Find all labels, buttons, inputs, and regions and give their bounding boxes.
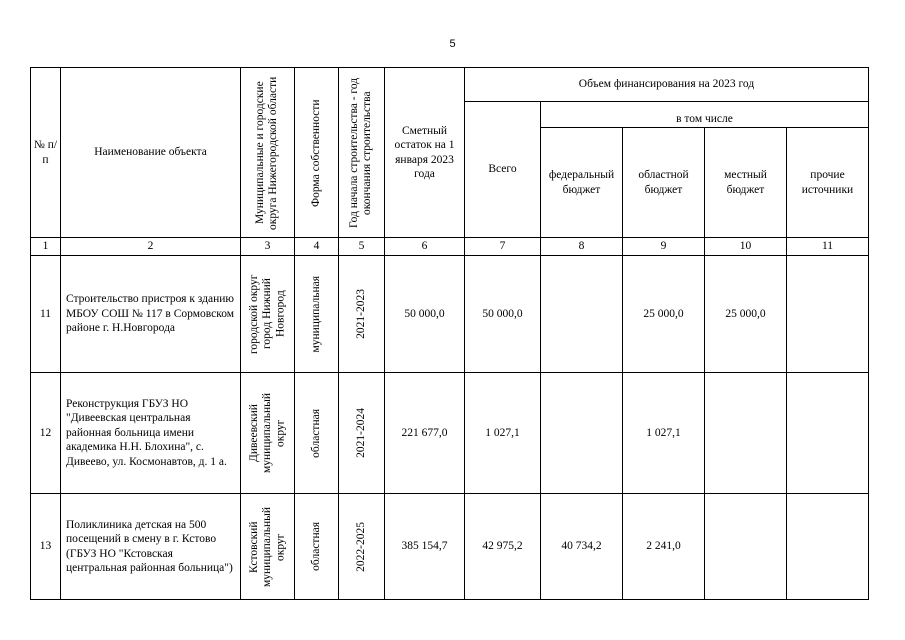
header-balance: Сметный остаток на 1 января 2023 года (385, 68, 465, 238)
local-cell: 25 000,0 (705, 256, 787, 373)
table-row (31, 494, 869, 600)
other-cell (787, 373, 869, 494)
ownership-cell: муниципальная (295, 256, 339, 373)
ownership-cell: областная (295, 373, 339, 494)
balance-cell: 385 154,7 (385, 494, 465, 600)
other-cell (787, 494, 869, 600)
header-federal: федеральный бюджет (541, 128, 623, 238)
ownership-cell: областная (295, 494, 339, 600)
district-cell: Кстовский муниципальный округ (241, 494, 295, 600)
object-name: Строительство пристроя к зданию МБОУ СОШ № 117 в Сормовском районе г. Н.Новгорода (61, 256, 241, 373)
district-cell: Дивеевский муниципальный округ (241, 373, 295, 494)
column-number-row (31, 238, 869, 256)
federal-cell (541, 373, 623, 494)
header-name: Наименование объекта (61, 68, 241, 238)
header-row-1 (31, 68, 869, 102)
local-cell (705, 373, 787, 494)
years-cell: 2021-2023 (339, 256, 385, 373)
row-number: 12 (31, 373, 61, 494)
header-including: в том числе (541, 102, 869, 128)
federal-cell (541, 256, 623, 373)
column-number: 9 (623, 238, 705, 256)
regional-cell: 2 241,0 (623, 494, 705, 600)
header-other: прочие источники (787, 128, 869, 238)
column-number: 4 (295, 238, 339, 256)
column-number: 5 (339, 238, 385, 256)
table-row (31, 373, 869, 494)
financing-table (30, 67, 869, 600)
column-number: 10 (705, 238, 787, 256)
header-funding: Объем финансирования на 2023 год (465, 68, 869, 102)
column-number: 7 (465, 238, 541, 256)
balance-cell: 221 677,0 (385, 373, 465, 494)
column-number: 6 (385, 238, 465, 256)
object-name: Реконструкция ГБУЗ НО "Дивеевская центральная районная больница имени академика Н.Н. Блохина", с. Дивеево, ул. Космонавтов, д. 1 а. (61, 373, 241, 494)
header-local: местный бюджет (705, 128, 787, 238)
header-ownership: Форма собственности (295, 68, 339, 238)
page-number: 5 (449, 38, 456, 50)
regional-cell: 1 027,1 (623, 373, 705, 494)
total-cell: 42 975,2 (465, 494, 541, 600)
row-number: 13 (31, 494, 61, 600)
balance-cell: 50 000,0 (385, 256, 465, 373)
header-district: Муниципальные и городские округа Нижегородской области (241, 68, 295, 238)
column-number: 3 (241, 238, 295, 256)
column-number: 1 (31, 238, 61, 256)
years-cell: 2022-2025 (339, 494, 385, 600)
federal-cell: 40 734,2 (541, 494, 623, 600)
column-number: 2 (61, 238, 241, 256)
regional-cell: 25 000,0 (623, 256, 705, 373)
header-num: № п/п (31, 68, 61, 238)
header-total: Всего (465, 102, 541, 238)
column-number: 8 (541, 238, 623, 256)
object-name: Поликлиника детская на 500 посещений в смену в г. Кстово (ГБУЗ НО "Кстовская центральная районная больница") (61, 494, 241, 600)
district-cell: городской округ город Нижний Новгород (241, 256, 295, 373)
header-years: Год начала строительства - год окончания строительства (339, 68, 385, 238)
years-cell: 2021-2024 (339, 373, 385, 494)
column-number: 11 (787, 238, 869, 256)
header-regional: областной бюджет (623, 128, 705, 238)
total-cell: 1 027,1 (465, 373, 541, 494)
row-number: 11 (31, 256, 61, 373)
local-cell (705, 494, 787, 600)
table-row (31, 256, 869, 373)
total-cell: 50 000,0 (465, 256, 541, 373)
other-cell (787, 256, 869, 373)
